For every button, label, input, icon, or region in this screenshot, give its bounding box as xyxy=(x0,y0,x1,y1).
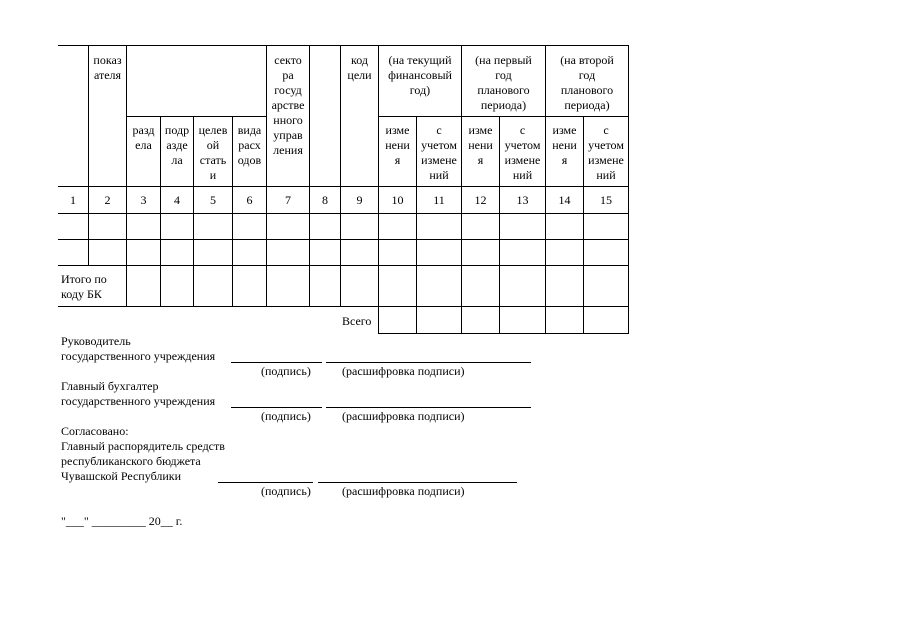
column-number: 3 xyxy=(140,193,147,207)
manager-line1: Главный распорядитель средств xyxy=(61,439,225,453)
manager-decode-caption: (расшифровка подписи) xyxy=(342,484,465,498)
header-col12: изме нени я xyxy=(468,123,493,167)
chief-accountant-signature-field[interactable] xyxy=(231,407,322,408)
header-col5: целев ой стать и xyxy=(198,123,228,182)
head-org: государственного учреждения xyxy=(61,349,216,363)
manager-signature-caption: (подпись) xyxy=(261,484,311,498)
chief-accountant-signature-caption: (подпись) xyxy=(261,409,311,423)
manager-line2: республиканского бюджета xyxy=(61,454,201,468)
head-decode-caption: (расшифровка подписи) xyxy=(342,364,465,378)
header-col7: секто ра госуд арстве нного управ ления xyxy=(271,53,305,157)
head-signature-caption: (подпись) xyxy=(261,364,311,378)
head-signature-field[interactable] xyxy=(231,362,322,363)
column-number: 4 xyxy=(174,193,180,207)
header-col15: с учетом измене ний xyxy=(588,123,624,182)
column-number: 14 xyxy=(558,193,571,207)
agreed-label: Согласовано: xyxy=(61,424,129,438)
header-col13: с учетом измене ний xyxy=(504,123,541,182)
header-group-second-plan-year: (на второй год планового периода) xyxy=(560,53,614,112)
head-decode-field[interactable] xyxy=(326,362,531,363)
column-number: 13 xyxy=(516,193,529,207)
column-number: 2 xyxy=(104,193,111,207)
chief-accountant-title: Главный бухгалтер xyxy=(61,379,159,393)
column-number: 12 xyxy=(474,193,487,207)
header-col4: подр азде ла xyxy=(164,123,190,167)
column-number: 9 xyxy=(356,193,363,207)
date-line: "___" _________ 20__ г. xyxy=(61,514,183,528)
total-by-code-label: Итого по коду БК xyxy=(61,272,107,301)
header-group-first-plan-year: (на первый год планового периода) xyxy=(475,53,532,112)
grand-total-label: Всего xyxy=(342,314,372,328)
header-col9: код цели xyxy=(347,53,372,82)
header-col2: показ ателя xyxy=(93,53,122,82)
header-col11: с учетом измене ний xyxy=(421,123,457,182)
column-number: 6 xyxy=(246,193,253,207)
column-number: 15 xyxy=(600,193,612,207)
column-number: 8 xyxy=(322,193,328,207)
header-col14: изме нени я xyxy=(552,123,577,167)
header-col6: вида расх одов xyxy=(237,123,262,167)
column-number: 7 xyxy=(285,193,291,207)
column-number: 11 xyxy=(433,193,445,207)
chief-accountant-decode-field[interactable] xyxy=(326,407,531,408)
chief-accountant-decode-caption: (расшифровка подписи) xyxy=(342,409,465,423)
header-group-current-year: (на текущий финансовый год) xyxy=(388,53,452,97)
chief-accountant-org: государственного учреждения xyxy=(61,394,216,408)
header-col3: разд ела xyxy=(132,123,155,152)
head-title: Руководитель xyxy=(61,334,131,348)
column-number: 5 xyxy=(210,193,216,207)
column-number: 1 xyxy=(70,193,76,207)
manager-line3: Чувашской Республики xyxy=(61,469,182,483)
manager-signature-field[interactable] xyxy=(218,482,313,483)
header-col10: изме нени я xyxy=(385,123,410,167)
column-number: 10 xyxy=(391,193,404,207)
manager-decode-field[interactable] xyxy=(318,482,517,483)
